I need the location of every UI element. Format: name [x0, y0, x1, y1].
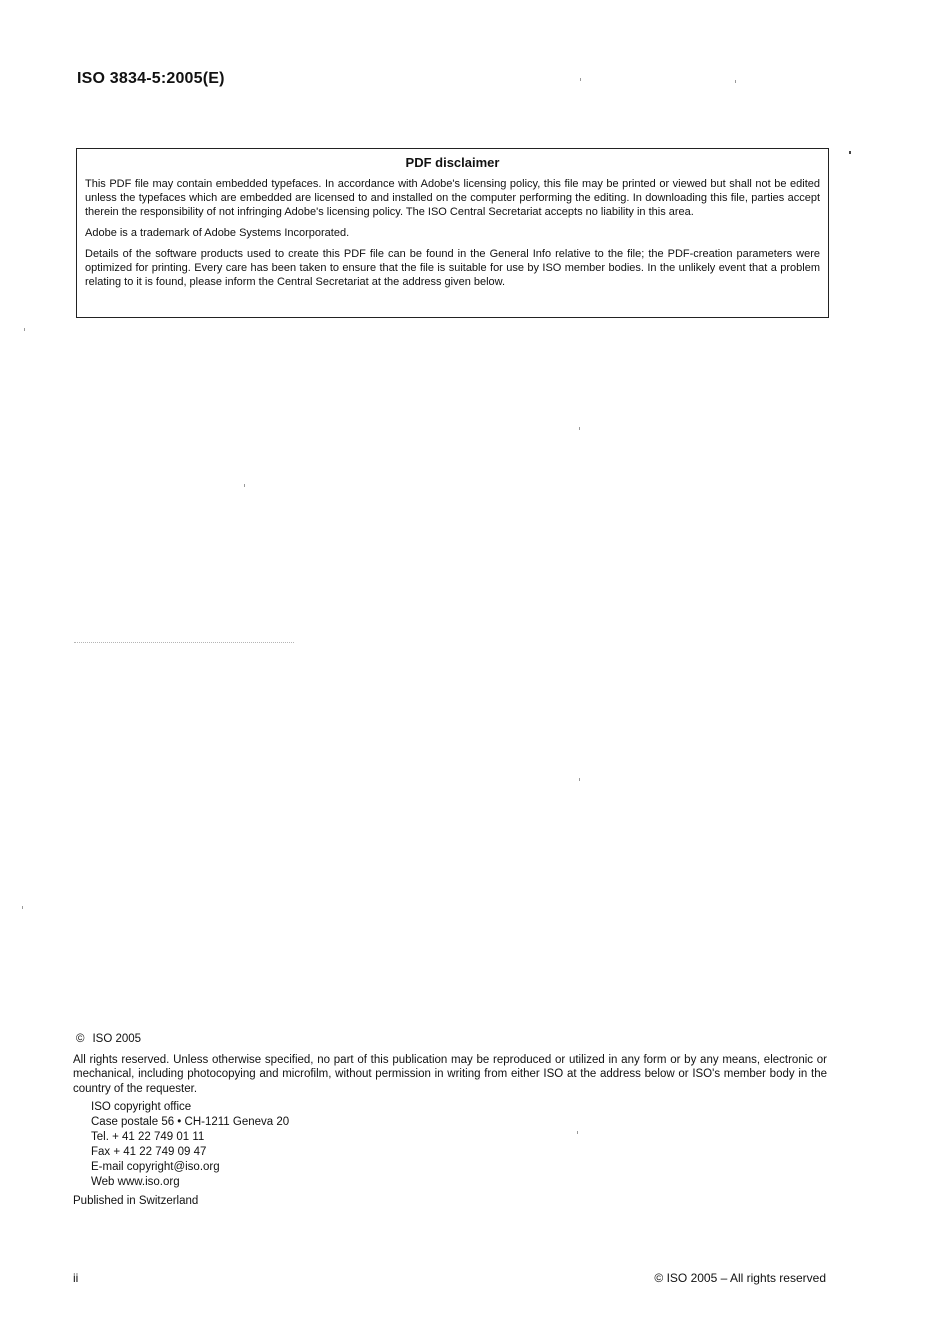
address-line-web: Web www.iso.org [91, 1176, 180, 1188]
copyright-notice [73, 1032, 827, 1209]
disclaimer-paragraph-typefaces: This PDF file may contain embedded typefaces. In accordance with Adobe's licensing policy, this file may be printed or viewed but shall not be edited unless the typefaces which are embedded are licensed to and installed on the computer performing the editing. In downloading this file, parties accept therein the responsibility of not infringing Adobe's licensing policy. The ISO Central Secretariat accepts no liability in this area. [85, 178, 820, 218]
scan-speck [22, 906, 23, 909]
disclaimer-paragraph-trademark: Adobe is a trademark of Adobe Systems Incorporated. [85, 227, 350, 239]
disclaimer-paragraph-details: Details of the software products used to create this PDF file can be found in the General Info relative to the file; the PDF-creation parameters were optimized for printing. Every care has been taken to ensure that the file is suitable for use by ISO member bodies. In the unlikely event that a problem relating to it is found, please inform the Central Secretariat at the address given below. [85, 248, 820, 288]
disclaimer-title: PDF disclaimer [405, 155, 500, 170]
scan-artifact-line [74, 642, 294, 645]
copyright-year: ISO 2005 [92, 1033, 142, 1045]
copyright-symbol: © [76, 1033, 85, 1045]
footer-copyright: © ISO 2005 – All rights reserved [654, 1271, 826, 1285]
scan-speck [579, 778, 580, 781]
scan-speck [580, 78, 581, 81]
copyright-office-address [91, 1100, 827, 1190]
published-in: Published in Switzerland [73, 1195, 199, 1207]
address-line-postal: Case postale 56 • CH-1211 Geneva 20 [91, 1116, 290, 1128]
address-line-fax: Fax + 41 22 749 09 47 [91, 1146, 207, 1158]
scan-speck [579, 427, 580, 430]
address-line-office: ISO copyright office [91, 1101, 192, 1113]
pdf-disclaimer-box [76, 148, 829, 318]
scan-speck [849, 151, 851, 154]
page-number: ii [73, 1271, 79, 1285]
scan-speck [735, 80, 736, 83]
rights-reserved-text: All rights reserved. Unless otherwise specified, no part of this publication may be reproduced or utilized in any form or by any means, electronic or mechanical, including photocopying and microfilm, without permission in writing from either ISO at the address below or ISO's member body in the country of the requester. [73, 1053, 827, 1095]
scan-speck [24, 328, 25, 331]
address-line-email: E-mail copyright@iso.org [91, 1161, 220, 1173]
scan-speck [244, 484, 245, 487]
address-line-telephone: Tel. + 41 22 749 01 11 [91, 1131, 205, 1143]
copyright-year-line [73, 1032, 827, 1047]
document-id: ISO 3834-5:2005(E) [77, 70, 225, 87]
